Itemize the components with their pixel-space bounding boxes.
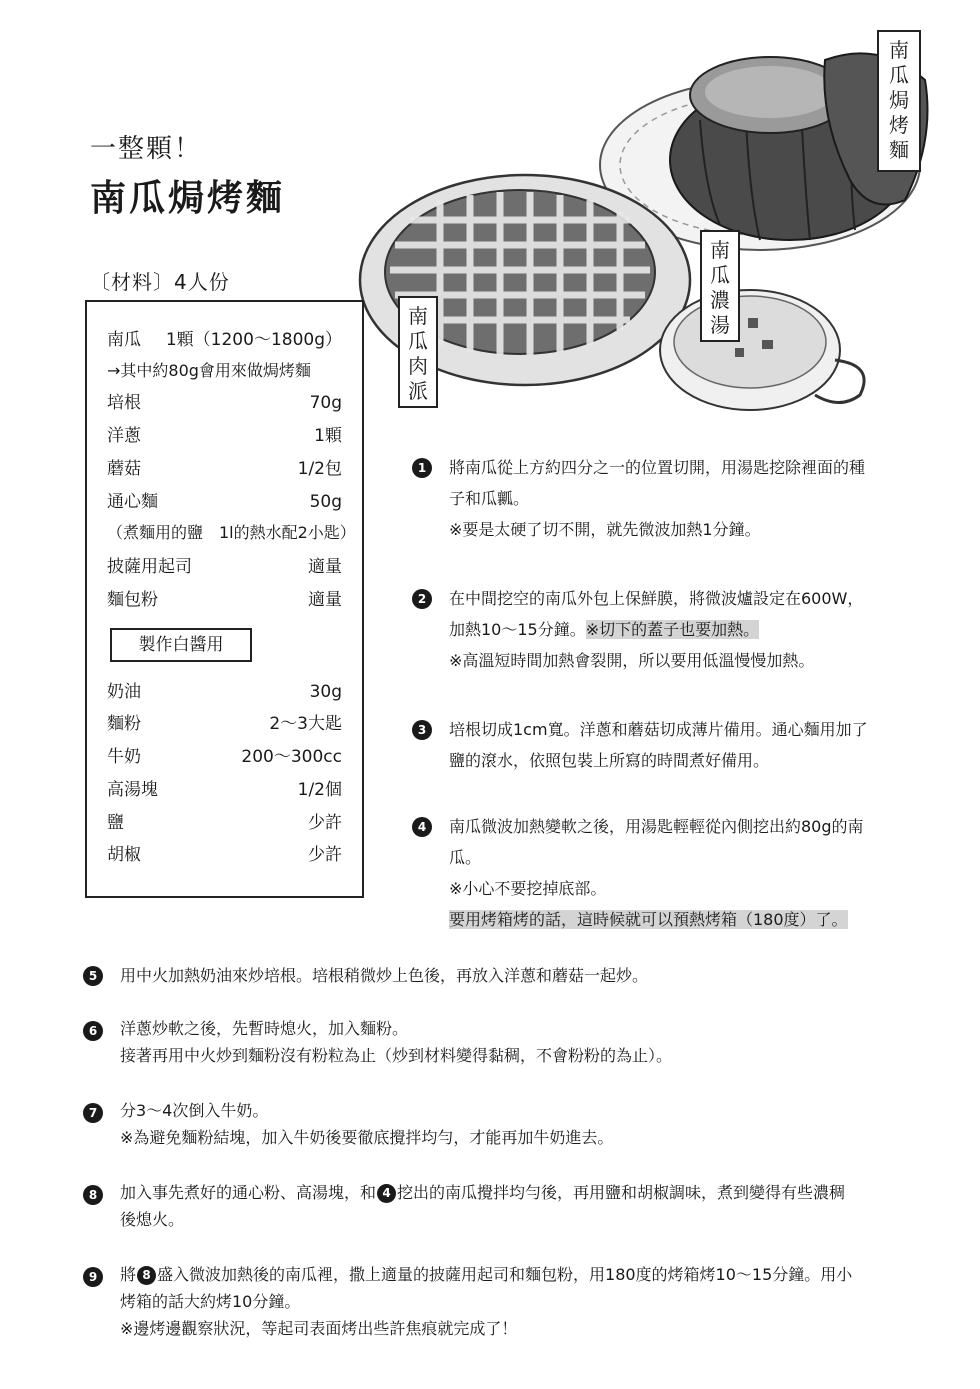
step-4 <box>412 811 864 935</box>
step-text: 加入事先煮好的通心粉、高湯塊，和 <box>120 1183 377 1202</box>
step-line: 洋蔥炒軟之後，先暫時熄火，加入麵粉。 <box>120 1019 409 1038</box>
step-9 <box>83 1261 852 1342</box>
ingredient-qty: 適量 <box>308 590 342 610</box>
label-char: 南 <box>710 238 730 262</box>
step-line <box>120 1179 845 1206</box>
label-char: 瓜 <box>710 263 730 287</box>
step-line: 分3～4次倒入牛奶。 <box>120 1101 269 1120</box>
step-line: 培根切成1cm寬。洋蔥和蘑菇切成薄片備用。通心麵用加了 <box>449 720 868 739</box>
recipe-title: 南瓜焗烤麵 <box>90 178 286 219</box>
highlighted-note: ※切下的蓋子也要加熱。 <box>585 620 760 639</box>
step-line: 子和瓜瓤。 <box>449 489 530 508</box>
step-line <box>449 904 864 935</box>
ingredient-row <box>107 391 342 415</box>
step-number-badge: 4 <box>412 817 432 837</box>
recipe-subtitle: 一整顆！ <box>90 134 203 164</box>
label-char: 湯 <box>710 313 730 337</box>
step-line: 烤箱的話大約烤10分鐘。 <box>120 1292 301 1311</box>
label-char: 南 <box>408 304 428 328</box>
ingredient-qty: 200～300cc <box>241 747 342 767</box>
step-line: ※要是太硬了切不開，就先微波加熱1分鐘。 <box>449 520 761 539</box>
step-number-badge: 9 <box>83 1267 103 1287</box>
ingredients-heading: 〔材料〕4人份 <box>90 270 230 294</box>
step-number-badge: 6 <box>83 1021 103 1041</box>
ingredient-name: 牛奶 <box>107 747 141 767</box>
ingredient-name: 高湯塊 <box>107 780 158 800</box>
ingredient-qty: 50g <box>309 492 342 512</box>
ingredient-name: 通心麵 <box>107 492 158 512</box>
step-number-badge: 7 <box>83 1103 103 1123</box>
ingredient-name: 奶油 <box>107 682 141 702</box>
step-line: 瓜。 <box>449 848 482 867</box>
ingredient-qty: 1/2個 <box>297 780 342 800</box>
step-line <box>449 614 863 645</box>
step-1 <box>412 452 865 545</box>
ingredient-qty: 1/2包 <box>297 459 342 479</box>
step-line: 在中間挖空的南瓜外包上保鮮膜，將微波爐設定在600W， <box>449 589 864 608</box>
step-number-badge: 5 <box>83 966 103 986</box>
step-6 <box>83 1015 672 1069</box>
step-8 <box>83 1179 845 1233</box>
step-line: 後熄火。 <box>120 1210 185 1229</box>
ingredient-name: 培根 <box>107 393 141 413</box>
sauce-ingredient-row <box>107 811 342 835</box>
ingredient-row <box>107 555 342 579</box>
step-line: 南瓜微波加熱變軟之後，用湯匙輕輕從內側挖出約80g的南 <box>449 817 864 836</box>
label-char: 瓜 <box>408 329 428 353</box>
ingredient-name: 洋蔥 <box>107 426 141 446</box>
label-char: 瓜 <box>889 63 909 87</box>
step-line: ※為避免麵粉結塊，加入牛奶後要徹底攪拌均勻，才能再加牛奶進去。 <box>120 1128 614 1147</box>
ingredient-name: 胡椒 <box>107 845 141 865</box>
step-number-badge: 2 <box>412 589 432 609</box>
ingredient-row <box>107 490 342 514</box>
step-7 <box>83 1097 613 1151</box>
sauce-ingredient-row <box>107 843 342 867</box>
ingredients-box <box>85 300 364 898</box>
step-number-badge: 3 <box>412 720 432 740</box>
ingredient-qty: 少許 <box>308 813 342 833</box>
label-char: 濃 <box>710 288 730 312</box>
pumpkin-note: →其中約80g會用來做焗烤麵 <box>107 361 311 380</box>
ingredient-qty: 70g <box>309 393 342 413</box>
label-char: 烤 <box>889 113 909 137</box>
label-char: 肉 <box>408 354 428 378</box>
label-char: 南 <box>889 38 909 62</box>
step-2 <box>412 583 863 676</box>
step-line <box>120 1261 852 1288</box>
ingredient-name: 鹽 <box>107 813 124 833</box>
ingredient-name: 披薩用起司 <box>107 557 192 577</box>
dish-label-gratin <box>877 30 921 172</box>
ingredient-name: 麵包粉 <box>107 590 158 610</box>
sauce-ingredient-row <box>107 680 342 704</box>
step-text: 加熱10～15分鐘。 <box>449 620 586 639</box>
ingredient-row <box>107 588 342 612</box>
ingredient-row <box>107 328 342 352</box>
white-sauce-label: 製作白醬用 <box>110 628 252 662</box>
step-line: ※邊烤邊觀察狀況，等起司表面烤出些許焦痕就完成了！ <box>120 1319 518 1338</box>
ingredient-qty: 少許 <box>308 845 342 865</box>
step-line: 用中火加熱奶油來炒培根。培根稍微炒上色後，再放入洋蔥和蘑菇一起炒。 <box>120 966 649 985</box>
step-number-badge: 1 <box>412 458 432 478</box>
sauce-ingredient-row <box>107 712 342 736</box>
highlighted-note: 要用烤箱烤的話，這時候就可以預熱烤箱（180度）了。 <box>449 910 848 929</box>
step-line: 接著再用中火炒到麵粉沒有粉粒為止（炒到材料變得黏稠，不會粉粉的為止）。 <box>120 1046 673 1065</box>
dish-label-soup <box>700 230 740 342</box>
step-text: 盛入微波加熱後的南瓜裡，撒上適量的披薩用起司和麵包粉，用180度的烤箱烤10～15分鐘。用小 <box>157 1265 853 1284</box>
step-reference-badge: 4 <box>377 1184 396 1203</box>
step-text: 將 <box>120 1265 137 1284</box>
label-char: 麵 <box>889 138 909 162</box>
ingredient-name: 蘑菇 <box>107 459 141 479</box>
dish-label-pie <box>398 296 438 408</box>
step-text: 挖出的南瓜攪拌均勻後，再用鹽和胡椒調味，煮到變得有些濃稠 <box>397 1183 846 1202</box>
pasta-salt-note: （煮麵用的鹽 1l的熱水配2小匙） <box>107 523 356 542</box>
label-char: 派 <box>408 379 428 403</box>
ingredient-qty: 1顆（1200～1800g） <box>165 330 342 350</box>
step-number-badge: 8 <box>83 1185 103 1205</box>
sauce-ingredient-row <box>107 745 342 769</box>
sauce-ingredient-row <box>107 778 342 802</box>
ingredient-qty: 30g <box>309 682 342 702</box>
ingredient-name: 南瓜 <box>107 330 141 350</box>
ingredient-qty: 適量 <box>308 557 342 577</box>
step-line: ※小心不要挖掉底部。 <box>449 879 607 898</box>
ingredient-qty: 1顆 <box>314 426 342 446</box>
ingredient-row <box>107 457 342 481</box>
ingredient-name: 麵粉 <box>107 714 141 734</box>
label-char: 焗 <box>889 88 909 112</box>
step-5 <box>83 960 648 991</box>
step-line: 將南瓜從上方約四分之一的位置切開，用湯匙挖除裡面的種 <box>449 458 866 477</box>
ingredient-row <box>107 424 342 448</box>
ingredient-qty: 2～3大匙 <box>269 714 342 734</box>
step-3 <box>412 714 868 776</box>
step-line: ※高溫短時間加熱會裂開，所以要用低溫慢慢加熱。 <box>449 651 815 670</box>
step-reference-badge: 8 <box>137 1266 156 1285</box>
step-line: 鹽的滾水，依照包裝上所寫的時間煮好備用。 <box>449 751 770 770</box>
